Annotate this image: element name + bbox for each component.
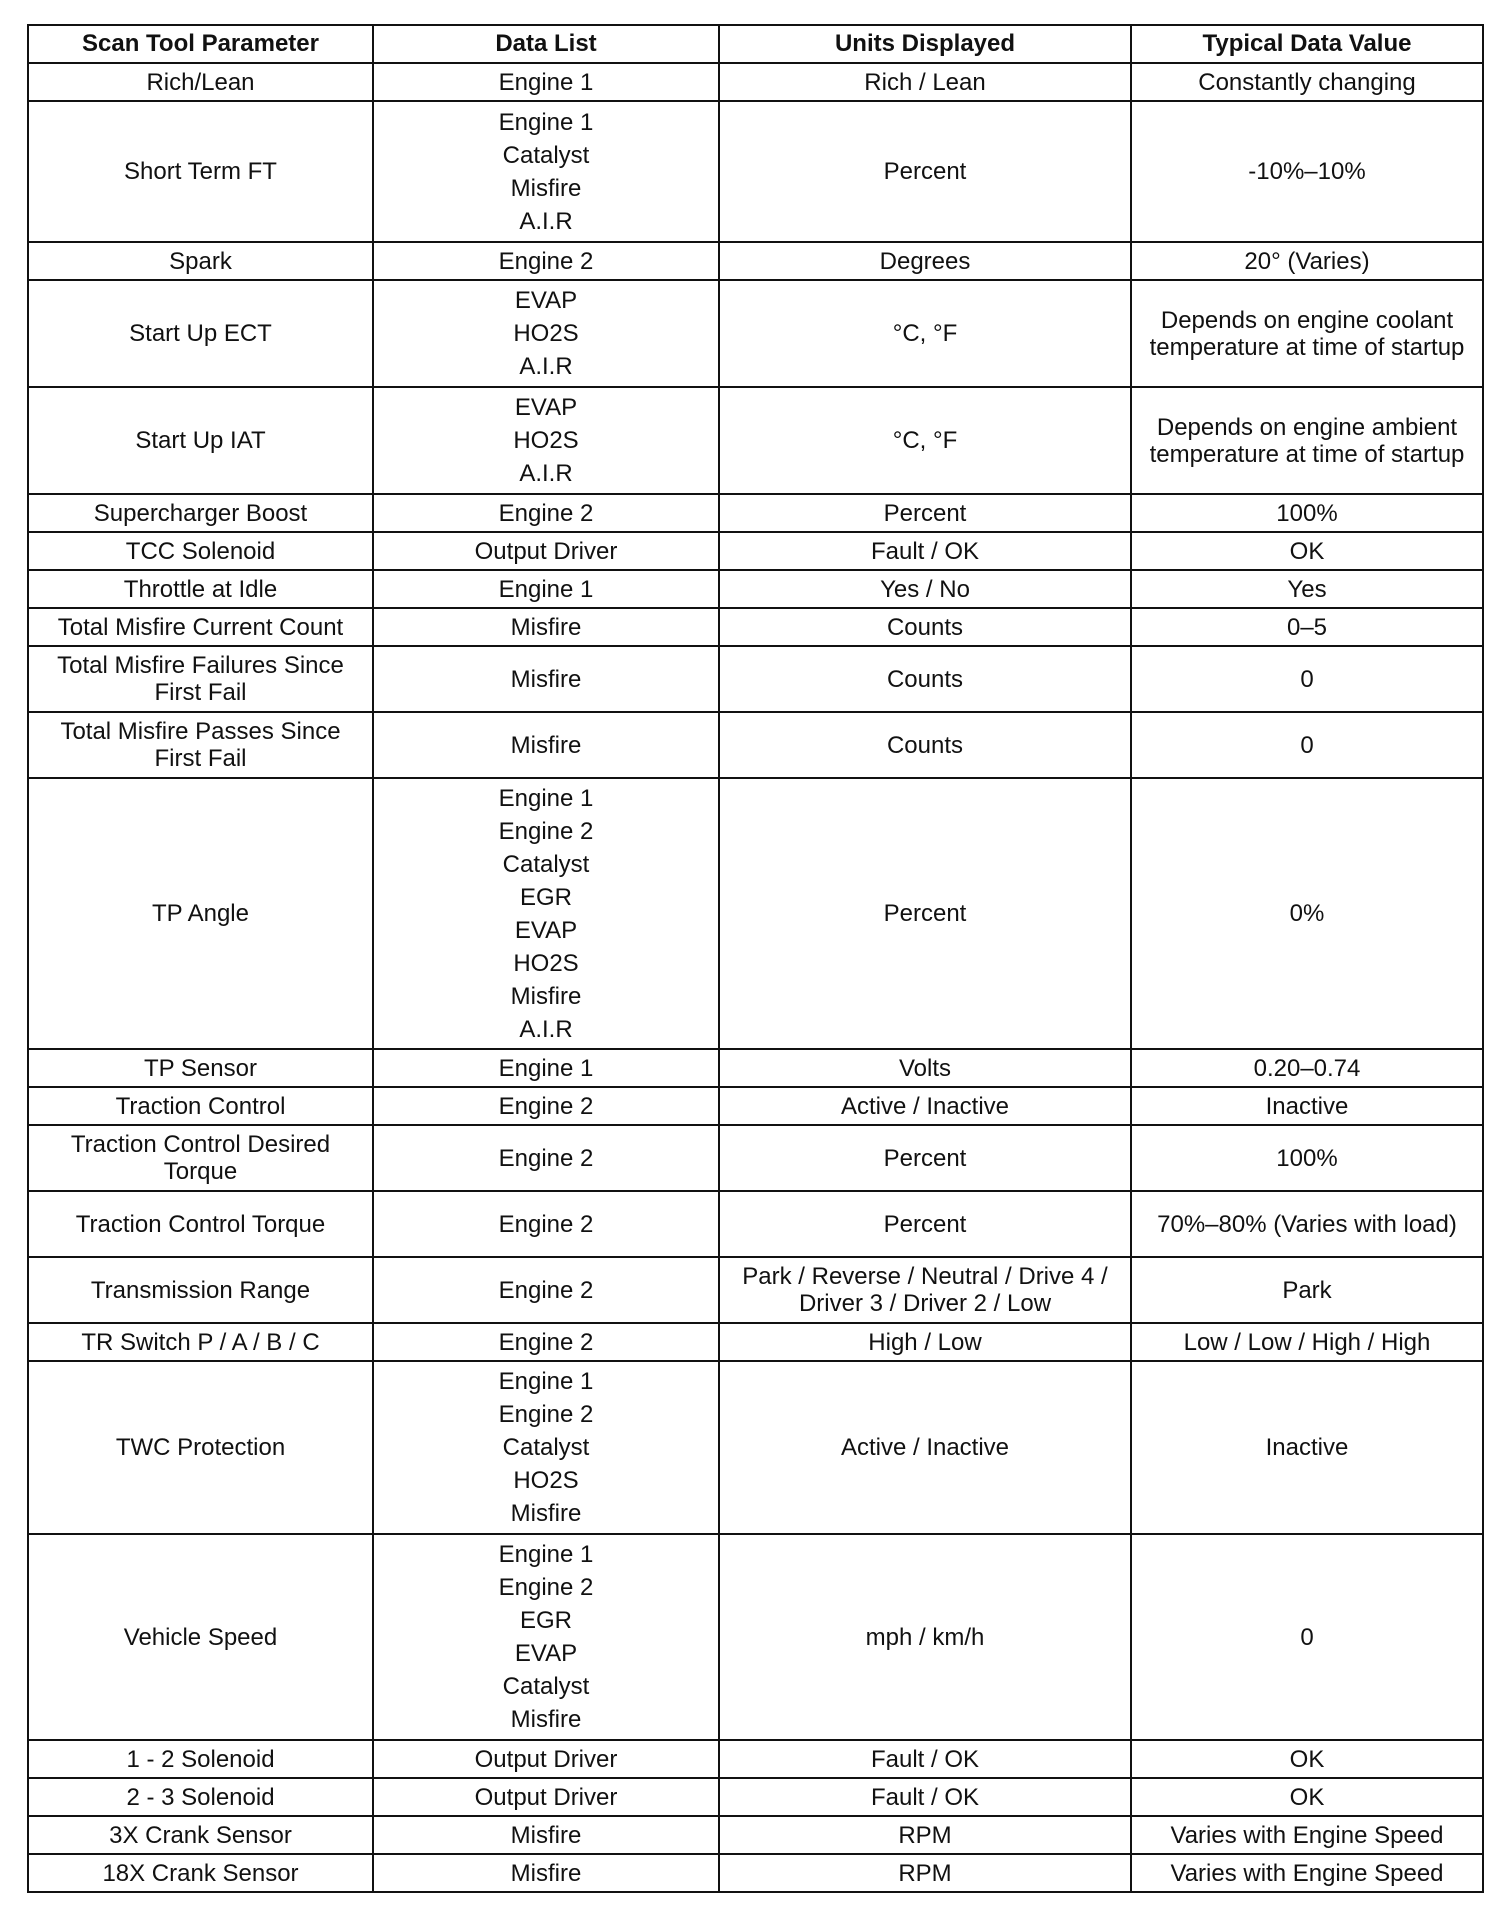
table-row (28, 242, 1483, 280)
table-row (28, 1740, 1483, 1778)
cell-data-list (373, 532, 719, 570)
table-row (28, 1854, 1483, 1892)
cell-typical-value-text: Constantly changing (1198, 68, 1416, 96)
cell-parameter-text: 1 - 2 Solenoid (126, 1745, 275, 1773)
cell-units (719, 280, 1131, 387)
cell-typical-value-text: Varies with Engine Speed (1170, 1859, 1444, 1887)
cell-typical-value-text: 100% (1276, 1144, 1338, 1172)
table-row (28, 1257, 1483, 1323)
data-list-entry: Misfire (510, 613, 582, 641)
cell-parameter (28, 1125, 373, 1191)
data-list-entry: A.I.R (519, 207, 573, 235)
cell-units (719, 1361, 1131, 1534)
cell-units-text: High / Low (868, 1328, 982, 1356)
cell-units-text: mph / km/h (865, 1623, 985, 1651)
cell-parameter-text: 3X Crank Sensor (109, 1821, 292, 1849)
table-row (28, 1534, 1483, 1740)
cell-parameter-text: Throttle at Idle (123, 575, 278, 603)
cell-parameter-text: Rich/Lean (146, 68, 255, 96)
cell-parameter-text: Transmission Range (90, 1276, 311, 1304)
cell-data-list (373, 1049, 719, 1087)
cell-parameter (28, 1087, 373, 1125)
data-list-entry: Misfire (510, 665, 582, 693)
cell-data-list (373, 494, 719, 532)
cell-parameter-text: Start Up IAT (135, 427, 266, 454)
cell-parameter (28, 280, 373, 387)
cell-parameter-text: Total Misfire Passes Since First Fail (60, 718, 341, 772)
cell-parameter-text: TWC Protection (115, 1434, 286, 1461)
data-list-entry: EGR (519, 883, 572, 911)
cell-typical-value-text: Inactive (1265, 1092, 1349, 1120)
cell-parameter (28, 712, 373, 778)
header-units: Units Displayed (719, 25, 1131, 63)
data-list-entry: EVAP (514, 287, 578, 314)
cell-typical-value (1131, 1087, 1483, 1125)
data-list-entry: Misfire (510, 1821, 582, 1849)
cell-parameter-text: TR Switch P / A / B / C (81, 1328, 320, 1356)
cell-parameter (28, 494, 373, 532)
cell-parameter (28, 608, 373, 646)
cell-parameter-text: TP Sensor (144, 1054, 257, 1082)
cell-data-list (373, 1778, 719, 1816)
cell-units-text: Percent (883, 499, 967, 527)
table-row (28, 63, 1483, 101)
cell-data-list (373, 1816, 719, 1854)
cell-units-text: Percent (883, 1210, 967, 1238)
cell-data-list (373, 1854, 719, 1892)
cell-typical-value (1131, 778, 1483, 1049)
cell-parameter (28, 63, 373, 101)
table-row (28, 532, 1483, 570)
cell-typical-value-text: Varies with Engine Speed (1170, 1821, 1444, 1849)
data-list-entry: Catalyst (502, 1673, 590, 1700)
cell-typical-value-text: 70%–80% (Varies with load) (1157, 1210, 1457, 1238)
cell-typical-value (1131, 494, 1483, 532)
table-row (28, 1087, 1483, 1125)
cell-typical-value-text: 20° (Varies) (1244, 247, 1370, 275)
data-list-entry: HO2S (513, 1467, 579, 1494)
data-list-entry: Engine 2 (498, 1401, 594, 1428)
table-row (28, 608, 1483, 646)
table-row (28, 570, 1483, 608)
cell-data-list (373, 1125, 719, 1191)
cell-units-text: Percent (883, 900, 967, 927)
data-list-entry: Engine 1 (498, 575, 594, 603)
data-list-entry: Engine 2 (498, 1210, 594, 1238)
cell-typical-value (1131, 1361, 1483, 1534)
cell-typical-value (1131, 532, 1483, 570)
cell-units (719, 101, 1131, 242)
cell-typical-value (1131, 1257, 1483, 1323)
data-list-entry: Catalyst (502, 850, 590, 878)
cell-typical-value-text: OK (1289, 537, 1325, 565)
cell-typical-value-text: 100% (1276, 499, 1338, 527)
data-list-entry: Misfire (510, 1500, 582, 1527)
data-list-entry: Misfire (510, 982, 582, 1010)
data-list-entry: A.I.R (519, 460, 573, 487)
cell-units-text: Counts (886, 731, 964, 759)
cell-data-list (373, 1534, 719, 1740)
cell-data-list (373, 280, 719, 387)
cell-units (719, 712, 1131, 778)
cell-units-text: Fault / OK (870, 1745, 980, 1773)
cell-units-text: Active / Inactive (840, 1434, 1010, 1461)
cell-parameter-text: 2 - 3 Solenoid (126, 1783, 275, 1811)
cell-units (719, 63, 1131, 101)
cell-units-text: °C, °F (892, 427, 958, 454)
data-list-entry: Engine 2 (498, 1092, 594, 1120)
data-list-entry: Catalyst (502, 141, 590, 169)
data-list-entry: Output Driver (474, 1783, 618, 1811)
cell-parameter (28, 1740, 373, 1778)
cell-parameter-text: Traction Control (115, 1092, 286, 1120)
cell-typical-value (1131, 101, 1483, 242)
cell-data-list (373, 63, 719, 101)
data-list-entry: A.I.R (519, 1015, 573, 1043)
cell-units-text: Yes / No (880, 575, 970, 603)
cell-data-list (373, 1323, 719, 1361)
cell-typical-value-text: -10%–10% (1248, 158, 1366, 185)
cell-units-text: Percent (883, 158, 967, 185)
data-list-entry: HO2S (513, 427, 579, 454)
cell-parameter-text: 18X Crank Sensor (102, 1859, 299, 1887)
cell-typical-value (1131, 1191, 1483, 1257)
cell-typical-value (1131, 242, 1483, 280)
cell-parameter (28, 1854, 373, 1892)
data-list-entry: Misfire (510, 1859, 582, 1887)
cell-units (719, 1740, 1131, 1778)
cell-parameter (28, 778, 373, 1049)
cell-parameter (28, 1778, 373, 1816)
cell-units (719, 1049, 1131, 1087)
cell-units-text: Counts (886, 613, 964, 641)
data-list-entry: Engine 2 (498, 1574, 594, 1601)
data-list-entry: Engine 2 (498, 1276, 594, 1304)
cell-parameter (28, 101, 373, 242)
cell-units (719, 1323, 1131, 1361)
cell-typical-value (1131, 1816, 1483, 1854)
cell-parameter (28, 532, 373, 570)
data-list-entry: Engine 2 (498, 499, 594, 527)
cell-units (719, 387, 1131, 494)
cell-units (719, 570, 1131, 608)
cell-units (719, 1087, 1131, 1125)
cell-parameter-text: Short Term FT (124, 158, 277, 185)
cell-parameter (28, 1534, 373, 1740)
cell-data-list (373, 242, 719, 280)
cell-typical-value-text: OK (1289, 1783, 1325, 1811)
cell-units-text: RPM (898, 1821, 952, 1849)
cell-units-text: Fault / OK (870, 1783, 980, 1811)
data-list-entry: HO2S (513, 320, 579, 347)
table-row (28, 387, 1483, 494)
cell-units-text: °C, °F (892, 320, 958, 347)
cell-units (719, 646, 1131, 712)
cell-typical-value-text: Depends on engine coolant temperature at time of startup (1149, 306, 1465, 361)
header-row (28, 25, 1483, 63)
cell-typical-value-text: Depends on engine ambient temperature at time of startup (1149, 413, 1465, 468)
cell-typical-value-text: 0.20–0.74 (1253, 1054, 1361, 1082)
header-data-list: Data List (373, 25, 719, 63)
data-list-entry: A.I.R (519, 353, 573, 380)
cell-data-list (373, 570, 719, 608)
cell-units-text: RPM (898, 1859, 952, 1887)
cell-data-list (373, 712, 719, 778)
cell-typical-value (1131, 63, 1483, 101)
cell-parameter-text: TP Angle (152, 900, 249, 927)
cell-typical-value-text: 0–5 (1286, 613, 1328, 641)
cell-units-text: Fault / OK (870, 537, 980, 565)
scan-tool-data-table (27, 24, 1484, 1893)
cell-data-list (373, 1257, 719, 1323)
cell-units-text: Park / Reverse / Neutral / Drive 4 / Driver 3 / Driver 2 / Low (742, 1263, 1108, 1317)
cell-units (719, 494, 1131, 532)
cell-typical-value-text: Inactive (1265, 1434, 1349, 1461)
header-parameter: Scan Tool Parameter (28, 25, 373, 63)
table-row (28, 646, 1483, 712)
cell-units (719, 1778, 1131, 1816)
data-list-entry: Output Driver (474, 537, 618, 565)
cell-parameter (28, 1816, 373, 1854)
data-list-entry: EVAP (514, 916, 578, 944)
cell-typical-value (1131, 1534, 1483, 1740)
cell-units (719, 778, 1131, 1049)
cell-data-list (373, 1087, 719, 1125)
table-row (28, 1361, 1483, 1534)
cell-parameter (28, 570, 373, 608)
table-row (28, 1049, 1483, 1087)
cell-units-text: Percent (883, 1144, 967, 1172)
cell-data-list (373, 778, 719, 1049)
cell-parameter-text: Traction Control Desired Torque (70, 1131, 331, 1185)
cell-units (719, 1854, 1131, 1892)
cell-parameter (28, 387, 373, 494)
data-list-entry: EVAP (514, 1640, 578, 1667)
cell-typical-value (1131, 608, 1483, 646)
data-list-entry: Output Driver (474, 1745, 618, 1773)
header-typical-value: Typical Data Value (1131, 25, 1483, 63)
cell-parameter (28, 1323, 373, 1361)
cell-parameter-text: Traction Control Torque (75, 1210, 326, 1238)
data-list-entry: Engine 1 (498, 1368, 594, 1395)
data-list-entry: Catalyst (502, 1434, 590, 1461)
cell-parameter (28, 646, 373, 712)
cell-data-list (373, 1191, 719, 1257)
cell-typical-value (1131, 280, 1483, 387)
cell-typical-value-text: Yes (1287, 575, 1327, 603)
cell-units (719, 608, 1131, 646)
cell-typical-value-text: 0% (1289, 900, 1325, 927)
table-row (28, 1778, 1483, 1816)
cell-typical-value-text: OK (1289, 1745, 1325, 1773)
data-list-entry: Engine 1 (498, 1054, 594, 1082)
cell-typical-value (1131, 570, 1483, 608)
data-list-entry: Misfire (510, 731, 582, 759)
table-row (28, 1816, 1483, 1854)
cell-units-text: Rich / Lean (864, 68, 986, 96)
cell-units (719, 1125, 1131, 1191)
data-list-entry: EVAP (514, 394, 578, 421)
data-list-entry: Engine 2 (498, 1144, 594, 1172)
cell-parameter (28, 1361, 373, 1534)
cell-units-text: Degrees (879, 247, 971, 275)
cell-parameter-text: Total Misfire Failures Since First Fail (57, 652, 344, 706)
table-row (28, 712, 1483, 778)
cell-data-list (373, 646, 719, 712)
data-list-entry: Engine 2 (498, 247, 594, 275)
cell-typical-value-text: Low / Low / High / High (1183, 1328, 1431, 1356)
cell-units (719, 242, 1131, 280)
cell-typical-value (1131, 1049, 1483, 1087)
cell-units (719, 1534, 1131, 1740)
table-row (28, 101, 1483, 242)
data-list-entry: Engine 1 (498, 68, 594, 96)
cell-typical-value (1131, 387, 1483, 494)
cell-units (719, 1191, 1131, 1257)
data-list-entry: Engine 2 (498, 817, 594, 845)
data-list-entry: Engine 1 (498, 108, 594, 136)
cell-units (719, 1257, 1131, 1323)
cell-units-text: Active / Inactive (840, 1092, 1010, 1120)
cell-units (719, 1816, 1131, 1854)
data-list-entry: HO2S (513, 949, 579, 977)
cell-units-text: Volts (898, 1054, 952, 1082)
table-body (28, 63, 1483, 1892)
table-row (28, 1125, 1483, 1191)
data-list-entry: Misfire (510, 174, 582, 202)
cell-data-list (373, 1361, 719, 1534)
cell-parameter-text: Start Up ECT (129, 320, 272, 347)
cell-parameter (28, 242, 373, 280)
table-row (28, 1191, 1483, 1257)
cell-parameter-text: Spark (169, 247, 232, 275)
cell-typical-value (1131, 1323, 1483, 1361)
cell-typical-value-text: 0 (1300, 731, 1314, 759)
cell-typical-value (1131, 712, 1483, 778)
data-list-entry: Engine 1 (498, 1541, 594, 1568)
cell-typical-value (1131, 1125, 1483, 1191)
cell-parameter (28, 1049, 373, 1087)
data-list-entry: EGR (519, 1607, 572, 1634)
table-row (28, 1323, 1483, 1361)
cell-data-list (373, 1740, 719, 1778)
cell-typical-value-text: Park (1282, 1276, 1332, 1304)
cell-typical-value-text: 0 (1300, 1623, 1314, 1651)
table-row (28, 778, 1483, 1049)
cell-typical-value-text: 0 (1300, 665, 1314, 693)
cell-parameter-text: TCC Solenoid (125, 537, 276, 565)
data-list-entry: Engine 1 (498, 784, 594, 812)
cell-parameter-text: Vehicle Speed (123, 1623, 278, 1651)
cell-data-list (373, 387, 719, 494)
cell-parameter-text: Supercharger Boost (93, 499, 308, 527)
cell-parameter (28, 1257, 373, 1323)
cell-typical-value (1131, 1778, 1483, 1816)
cell-parameter (28, 1191, 373, 1257)
cell-typical-value (1131, 646, 1483, 712)
data-list-entry: Misfire (510, 1706, 582, 1733)
cell-data-list (373, 608, 719, 646)
cell-typical-value (1131, 1854, 1483, 1892)
cell-units-text: Counts (886, 665, 964, 693)
cell-data-list (373, 101, 719, 242)
cell-typical-value (1131, 1740, 1483, 1778)
cell-parameter-text: Total Misfire Current Count (57, 613, 344, 641)
cell-units (719, 532, 1131, 570)
table-row (28, 280, 1483, 387)
data-list-entry: Engine 2 (498, 1328, 594, 1356)
table-row (28, 494, 1483, 532)
